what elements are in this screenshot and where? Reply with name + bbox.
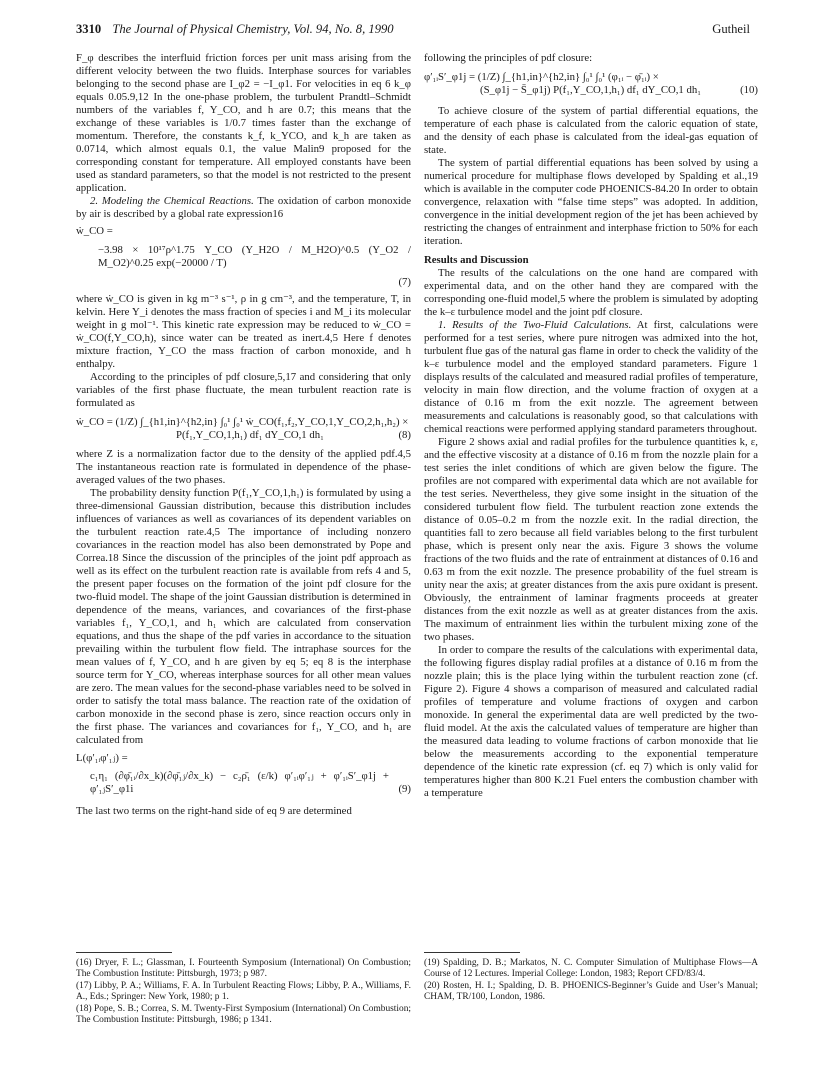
paragraph: 2. Modeling the Chemical Reactions. The oxidation of carbon monoxide by air is described by a global rate expression16 — [76, 195, 411, 220]
equation-line: φ′₁ᵢS′_φ1j = (1/Z) ∫_{h1,in}^{h2,in} ∫₀¹ ∫₀¹ (φ₁ᵢ − φ̄₁ᵢ) × — [424, 71, 659, 83]
equation-line: ẇ_CO = (1/Z) ∫_{h1,in}^{h2,in} ∫₀¹ ∫₀¹ ẇ_CO(f₁,f₂,Y_CO,1,Y_CO,2,h₁,h₂) × — [76, 416, 409, 428]
paragraph: The last two terms on the right-hand side of eq 9 are determined — [76, 805, 352, 817]
equation-10 — [424, 71, 758, 97]
paragraph: where Z is a normalization factor due to the density of the applied pdf.4,5 The instantaneous reaction rate is formulated in dependence of the phase-averaged values of the two phases. — [76, 448, 411, 486]
equation-lhs: ẇ_CO = — [76, 225, 113, 237]
footnote-rule — [424, 952, 520, 953]
footnote-rule — [76, 952, 172, 953]
paragraph: The results of the calculations on the one hand are compared with experimental data, and on the other hand they are compared with the corresponding one-fluid model,5 where the problem is simulated by adopting the k–ε turbulence model and the joint pdf closure. — [424, 267, 758, 318]
paragraph: The probability density function P(f₁,Y_CO,1,h₁) is formulated by using a three-dimensional Gaussian distribution, because this distribution includes influences of variances as well as covariances of its dependent variables on the turbulent reaction rate.4,5 The importance of including nonzero covariances in the reaction model has also been demonstrated by Pope and Correa.18 Since the discussion of the principles of the joint pdf approach as well as its effect on the turbulent reaction rate is available from refs 4 and 5, the present paper focuses on the formation of the joint pdf closure for the two-fluid model. The shape of the joint Gaussian distribution is determined in dependence of the means, variances, and covariances of the first-phase variables f₁, Y_CO,1, and h₁ which are calculated from conservation equations, and thus the shape of the pdf varies in accordance to the situation prevailing within the turbulent flow field. The intraphase sources for the mean values of f, Y_CO, and h are given by eq 5; eq 8 is the interphase source term for Y_CO, whereas interphase sources for all other mean values are zero. The mean values for the second-phase variables need to be solved in order to satisfy the total mass balance. The reaction rate of the oxidation of carbon monoxide in the second phase is zero, since reaction occurs only in the first phase. The variances and covariances for f₁, Y_CO, and h₁ are calculated from — [76, 487, 411, 746]
paragraph: F_φ describes the interfluid friction forces per unit mass arising from the different velocity between the two fluids. Interphase sources for variables belonging to the second phase are I_φ2 = −I_φ1. For velocities in eq 6 k_φ equals 0.05.9,12 In the one-phase problem, the turbulent Prandtl–Schmidt numbers of the variables f, Y_CO, and h are 0.7; this means that the exchange of these variables is 1/0.7 times faster than the exchange of momentum. Therefore, the constants k_f, k_YCO, and k_h are taken as 0.0714, which almost equals 0.1, the value Malin9 proposed for the corresponding constant for temperature. All employed constants have been used as standard parameters, so that the model is not restricted to the present application. — [76, 52, 411, 194]
section-heading: Results and Discussion — [424, 254, 529, 266]
equation-number: (8) — [398, 429, 411, 441]
subsection-title: 1. Results of the Two-Fluid Calculations. — [438, 319, 632, 331]
equation-body: −3.98 × 10¹⁷ρ^1.75 Y_CO (Y_H2O / M_H2O)^0.5 (Y_O2 / M_O2)^0.25 exp(−20000 / T) — [98, 244, 411, 269]
footnote: (18) Pope, S. B.; Correa, S. M. Twenty-First Symposium (International) On Combustion; The Combustion Institute: Pittsburgh, 1986; p 1341. — [76, 1003, 411, 1026]
paragraph: The system of partial differential equations has been solved by using a numerical procedure for multiphase flows developed by Spalding et al.,19 which is available in the computer code PHOENICS-84.20 In order to obtain convergence, relaxation with “false time steps” was adopted. In addition, convergence in the initial development region of the jet has been achieved by restricting the changes of entrainment and interphase friction to 50% for each iteration. — [424, 157, 758, 247]
running-author: Gutheil — [712, 22, 750, 36]
paragraph: where ẇ_CO is given in kg m⁻³ s⁻¹, ρ in g cm⁻³, and the temperature, T, in kelvin. Here Y_i denotes the mass fraction of species i and M_i its molecular weight in g mol⁻¹. This kinetic rate expression may be reduced to ẇ_CO = ẇ_CO(f,Y_CO,h), since water can be treated as inert.4,5 Here f denotes mixture fraction, Y_CO the mass fraction of carbon monoxide, and h enthalpy. — [76, 293, 411, 370]
equation-number: (10) — [740, 84, 758, 96]
equation-8 — [76, 416, 411, 442]
paragraph: To achieve closure of the system of partial differential equations, the temperature of each phase is calculated from the caloric equation of state, and the density of each phase is calculated from the ideal-gas equation of state. — [424, 105, 758, 156]
equation-lhs: L(φ′₁ᵢφ′₁ⱼ) = — [76, 752, 128, 764]
footnote: (20) Rosten, H. I.; Spalding, D. B. PHOENICS-Beginner’s Guide and User’s Manual; CHAM, TR/100, London, 1986. — [424, 980, 758, 1003]
equation-number: (7) — [398, 276, 411, 288]
paragraph: According to the principles of pdf closure,5,17 and considering that only variables of the first phase fluctuate, the mean turbulent reaction rate is formulated as — [76, 371, 411, 409]
equation-line: P(f₁,Y_CO,1,h₁) df₁ dY_CO,1 dh₁ — [176, 429, 324, 441]
paragraph: In order to compare the results of the calculations with experimental data, the following figures display radial profiles at a distance of 0.16 m from the nozzle plain; this is the place lying within the turbulent reaction zone (cf. Figure 2). Figure 4 shows a comparison of measured and calculated radial profiles of temperature and volume fractions of oxygen and carbon monoxide. In general the experimental data are well predicted by the two-fluid model. At the axis the calculated values of temperature are higher than the measured data leading to volume fractions of carbon monoxide that lie below the measurements according to the exponential temperature dependence of the kinetic rate expression (cf. eq 7) which is only valid for temperatures higher than 800 K.21 Fuel enters the combustion chamber with a temperature — [424, 644, 758, 799]
equation-number: (9) — [398, 783, 411, 795]
equation-body: c₁η₁ (∂φ̄₁ᵢ/∂x_k)(∂φ̄₁ⱼ/∂x_k) − c₂ρ̄₁ (ε/k) φ′₁ᵢφ′₁ⱼ + φ′₁ᵢS′_φ1j + φ′₁ⱼS′_φ1i — [90, 770, 389, 795]
page-header — [76, 22, 750, 42]
journal-citation: The Journal of Physical Chemistry, Vol. 94, No. 8, 1990 — [112, 22, 394, 36]
footnote: (19) Spalding, D. B.; Markatos, N. C. Computer Simulation of Multiphase Flows—A Course of 12 Lectures. Imperial College: London, 1983; Report CFD/83/4. — [424, 958, 758, 980]
page-number: 3310 — [76, 22, 102, 36]
paragraph: Figure 2 shows axial and radial profiles for the turbulence quantities k, ε, and the effective viscosity at a distance of 0.16 m from the nozzle plain for a test series the inlet conditions of which are given below the figure. The profiles are not compared with experimental data which are not available for the test series. Nevertheless, they give some insight in the situation of the considered turbulent flow field. The turbulent reaction zone extends the distance of 0.05–0.2 m from the nozzle exit. In the radial direction, the quantities fall to zero because all field variables belong to the first turbulent phase, which is present only near the axis. Figure 3 shows the volume fractions of the two fluids and the rate of entrainment at distances of 0.16 and 0.63 m from the exit nozzle. The presence probability of the fuel stream is unity near the axis; at greater distances from the axis pure oxidant is present. Obviously, the entrainment of laminar fragments proceeds at greater distances from the exit nozzle as well as at greater distances from the axis. The maximum of entrainment lies within the turbulent mixing zone of the two phases. — [424, 436, 758, 643]
paragraph: 1. Results of the Two-Fluid Calculations. At first, calculations were performed for a test series, where pure nitrogen was admixed into the hot, turbulent flue gas of the natural gas flame in order to check the validity of the k–ε turbulence model and the employed standard parameters. Figure 1 displays results of the calculated and measured radial profiles of temperature, velocity in main flow direction, and the volume fraction of oxygen at a distance of 0.16 m from the exit nozzle. The agreement between measurements and calculations is reasonably good, so that calculations with chemical reactions were performed applying standard parameters throughout. — [424, 319, 759, 435]
equation-9 — [76, 752, 411, 800]
footnote: (17) Libby, P. A.; Williams, F. A. In Turbulent Reacting Flows; Libby, P. A., Williams, F. A., Eds.; Springer: New York, 1980; p 1. — [76, 980, 411, 1003]
right-column — [424, 52, 758, 800]
equation-line: (S_φ1j − S̄_φ1j) P(f₁,Y_CO,1,h₁) df₁ dY_CO,1 dh₁ — [480, 84, 701, 96]
paragraph: following the principles of pdf closure: — [424, 52, 593, 64]
footnotes-left — [76, 958, 411, 1026]
left-column — [76, 52, 411, 818]
equation-7 — [76, 225, 411, 289]
subsection-title: 2. Modeling the Chemical Reactions. — [90, 195, 254, 207]
footnote: (16) Dryer, F. L.; Glassman, I. Fourteenth Symposium (International) On Combustion; The Combustion Institute: Pittsburgh, 1973; p 987. — [76, 958, 411, 980]
footnotes-right — [424, 958, 758, 1004]
